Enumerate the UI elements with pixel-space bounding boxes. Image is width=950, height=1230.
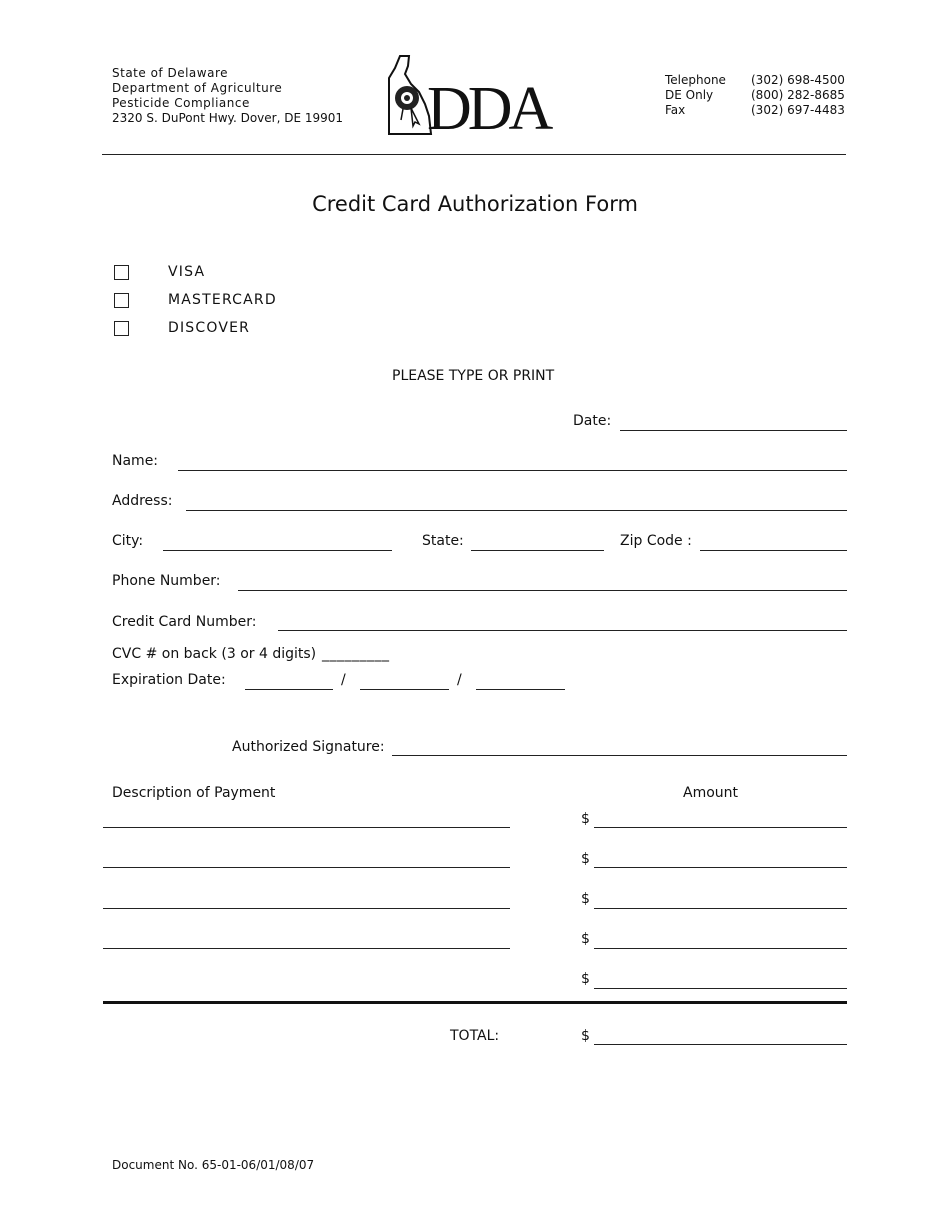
- description-field[interactable]: [103, 867, 510, 868]
- form-title: Credit Card Authorization Form: [312, 192, 638, 216]
- amount-field[interactable]: [594, 827, 847, 828]
- contact-row: [665, 73, 845, 88]
- phone-field[interactable]: [238, 590, 847, 591]
- amount-field[interactable]: [594, 948, 847, 949]
- address-line: 2320 S. DuPont Hwy. Dover, DE 19901: [112, 111, 344, 125]
- expiration-day-field[interactable]: [360, 689, 449, 690]
- description-field[interactable]: [103, 948, 510, 949]
- address-field[interactable]: [186, 510, 847, 511]
- state-label: State:: [422, 533, 464, 549]
- card-number-label: Credit Card Number:: [112, 614, 257, 630]
- city-label: City:: [112, 533, 144, 549]
- visa-label: VISA: [168, 264, 206, 280]
- contact-value: (800) 282-8685: [751, 88, 845, 102]
- document-number: Document No. 65-01-06/01/08/07: [112, 1158, 315, 1172]
- currency-symbol: $: [581, 811, 590, 827]
- currency-symbol: $: [581, 931, 590, 947]
- dda-logo: [385, 54, 575, 143]
- card-number-field[interactable]: [278, 630, 847, 631]
- contact-label: DE Only: [665, 88, 714, 102]
- expiration-month-field[interactable]: [245, 689, 333, 690]
- instruction-text: PLEASE TYPE OR PRINT: [392, 368, 555, 384]
- name-field[interactable]: [178, 470, 847, 471]
- discover-checkbox[interactable]: [114, 321, 129, 336]
- date-label: Date:: [573, 413, 612, 429]
- expiration-label: Expiration Date:: [112, 672, 226, 688]
- contact-row: [665, 103, 845, 118]
- description-field[interactable]: [103, 827, 510, 828]
- signature-field[interactable]: [392, 755, 847, 756]
- phone-label: Phone Number:: [112, 573, 221, 589]
- contact-info: [665, 73, 845, 118]
- mastercard-checkbox[interactable]: [114, 293, 129, 308]
- address-line: State of Delaware: [112, 66, 228, 80]
- description-field[interactable]: [103, 908, 510, 909]
- currency-symbol: $: [581, 971, 590, 987]
- visa-checkbox[interactable]: [114, 265, 129, 280]
- logo-text: DDA: [427, 75, 550, 143]
- address-line: Pesticide Compliance: [112, 96, 250, 110]
- expiration-separator: /: [457, 672, 462, 688]
- delaware-state-icon: [385, 54, 433, 138]
- contact-label: Fax: [665, 103, 686, 117]
- currency-symbol: $: [581, 1028, 590, 1044]
- agency-address: [112, 66, 343, 126]
- state-field[interactable]: [471, 550, 604, 551]
- amount-field[interactable]: [594, 908, 847, 909]
- signature-label: Authorized Signature:: [232, 739, 385, 755]
- name-label: Name:: [112, 453, 159, 469]
- city-field[interactable]: [163, 550, 392, 551]
- address-label: Address:: [112, 493, 173, 509]
- expiration-separator: /: [341, 672, 346, 688]
- zip-field[interactable]: [700, 550, 847, 551]
- amount-field[interactable]: [594, 988, 847, 989]
- address-line: Department of Agriculture: [112, 81, 283, 95]
- cvc-label: CVC # on back (3 or 4 digits): [112, 646, 317, 662]
- contact-label: Telephone: [665, 73, 726, 87]
- total-label: TOTAL:: [450, 1028, 500, 1044]
- currency-symbol: $: [581, 891, 590, 907]
- contact-row: [665, 88, 845, 103]
- expiration-year-field[interactable]: [476, 689, 565, 690]
- amount-field[interactable]: [594, 867, 847, 868]
- mastercard-label: MASTERCARD: [168, 292, 277, 308]
- total-amount-field[interactable]: [594, 1044, 847, 1045]
- discover-label: DISCOVER: [168, 320, 251, 336]
- total-divider: [103, 1001, 847, 1004]
- date-field[interactable]: [620, 430, 847, 431]
- header-divider: [102, 154, 846, 155]
- amount-header: Amount: [683, 785, 739, 801]
- cvc-field[interactable]: _________: [322, 646, 390, 662]
- description-header: Description of Payment: [112, 785, 276, 801]
- zip-label: Zip Code :: [620, 533, 692, 549]
- contact-value: (302) 698-4500: [751, 73, 845, 87]
- contact-value: (302) 697-4483: [751, 103, 845, 117]
- currency-symbol: $: [581, 851, 590, 867]
